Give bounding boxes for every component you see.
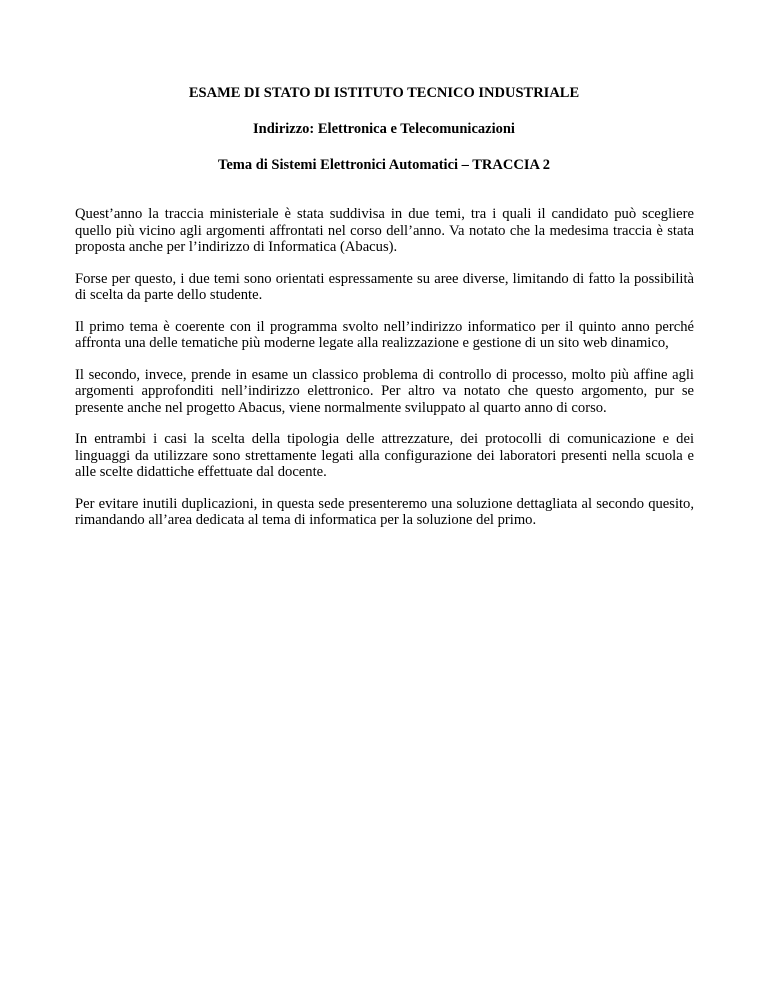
paragraph-first-theme: Il primo tema è coerente con il programma svolto nell’indirizzo informatico per il quinto anno perché affronta una delle tematiche più moderne legate alla realizzazione e gestione di un sito web dinamico, (75, 318, 694, 351)
document-subtitle: Indirizzo: Elettronica e Telecomunicazioni (253, 121, 515, 137)
paragraph-second-theme: Il secondo, invece, prende in esame un classico problema di controllo di processo, molto più affine agli argomenti approfonditi nell’indirizzo elettronico. Per altro va notato che questo argomento, pur se presente anche nel progetto Abacus, viene normalmente sviluppato al quarto anno di corso. (75, 366, 694, 416)
document-title: ESAME DI STATO DI ISTITUTO TECNICO INDUSTRIALE (188, 85, 580, 101)
paragraph-intro: Quest’anno la traccia ministeriale è stata suddivisa in due temi, tra i quali il candidato può scegliere quello più vicino agli argomenti affrontati nel corso dell’anno. Va notato che la medesima traccia è stata proposta anche per l’indirizzo di Informatica (Abacus). (75, 206, 694, 255)
document-topic: Tema di Sistemi Elettronici Automatici – TRACCIA 2 (217, 157, 551, 173)
document-body (75, 206, 694, 544)
paragraph-solution: Per evitare inutili duplicazioni, in questa sede presenteremo una soluzione dettagliata al secondo quesito, rimandando all’area dedicata al tema di informatica per la soluzione del primo. (75, 495, 694, 528)
paragraph-areas: Forse per questo, i due temi sono orientati espressamente su aree diverse, limitando di fatto la possibilità di scelta da parte dello studente. (75, 270, 694, 303)
paragraph-equipment: In entrambi i casi la scelta della tipologia delle attrezzature, dei protocolli di comunicazione e dei linguaggi da utilizzare sono strettamente legati alla configurazione dei laboratori presenti nella scuola e alle scelte didattiche effettuate dal docente. (75, 431, 694, 480)
